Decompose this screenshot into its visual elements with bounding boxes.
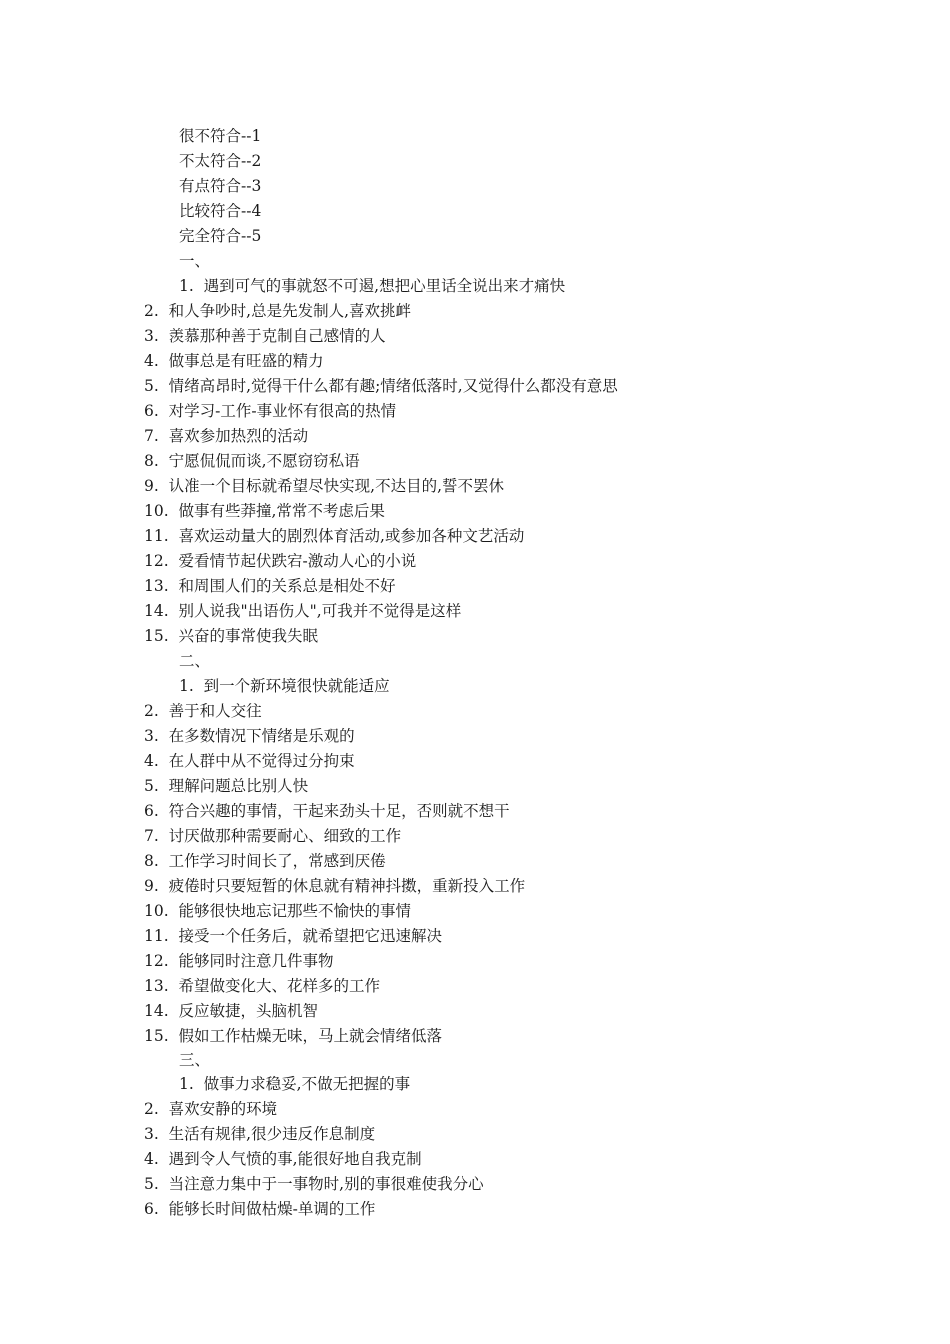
question-item: 15. 兴奋的事常使我失眠 <box>144 627 319 645</box>
question-item: 3. 羡慕那种善于克制自己感情的人 <box>144 327 386 345</box>
question-item: 10. 能够很快地忘记那些不愉快的事情 <box>144 902 412 920</box>
question-item: 5. 理解问题总比别人快 <box>144 777 309 795</box>
section-heading: 二、 <box>179 652 211 670</box>
question-item: 14. 别人说我"出语伤人",可我并不觉得是这样 <box>144 602 462 620</box>
question-item: 13. 希望做变化大、花样多的工作 <box>144 977 381 995</box>
question-item: 6. 对学习-工作-事业怀有很高的热情 <box>144 402 397 420</box>
section-heading: 三、 <box>179 1051 211 1069</box>
question-item: 6. 符合兴趣的事情，干起来劲头十足，否则就不想干 <box>144 802 510 820</box>
question-item: 7. 讨厌做那种需要耐心、细致的工作 <box>144 827 402 845</box>
question-item: 12. 爱看情节起伏跌宕-激动人心的小说 <box>144 552 417 570</box>
question-item: 13. 和周围人们的关系总是相处不好 <box>144 577 396 595</box>
question-item: 7. 喜欢参加热烈的活动 <box>144 427 309 445</box>
question-item: 10. 做事有些莽撞,常常不考虑后果 <box>144 502 385 520</box>
question-item: 3. 在多数情况下情绪是乐观的 <box>144 727 355 745</box>
question-item: 2. 和人争吵时,总是先发制人,喜欢挑衅 <box>144 302 411 320</box>
question-item: 15. 假如工作枯燥无味，马上就会情绪低落 <box>144 1027 443 1045</box>
question-item: 2. 善于和人交往 <box>144 702 262 720</box>
question-item: 5. 当注意力集中于一事物时,别的事很难使我分心 <box>144 1175 484 1193</box>
question-item: 5. 情绪高昂时,觉得干什么都有趣;情绪低落时,又觉得什么都没有意思 <box>144 377 618 395</box>
question-item: 1. 做事力求稳妥,不做无把握的事 <box>179 1075 411 1093</box>
section-heading: 一、 <box>179 252 211 270</box>
question-item: 1. 到一个新环境很快就能适应 <box>179 677 390 695</box>
scale-item: 完全符合--5 <box>179 227 262 245</box>
question-item: 4. 做事总是有旺盛的精力 <box>144 352 324 370</box>
scale-item: 有点符合--3 <box>179 177 262 195</box>
question-item: 8. 工作学习时间长了，常感到厌倦 <box>144 852 386 870</box>
question-item: 4. 在人群中从不觉得过分拘束 <box>144 752 355 770</box>
scale-item: 不太符合--2 <box>179 152 262 170</box>
question-item: 11. 喜欢运动量大的剧烈体育活动,或参加各种文艺活动 <box>144 527 525 545</box>
question-item: 11. 接受一个任务后，就希望把它迅速解决 <box>144 927 443 945</box>
question-item: 1. 遇到可气的事就怒不可遏,想把心里话全说出来才痛快 <box>179 277 566 295</box>
question-item: 9. 疲倦时只要短暂的休息就有精神抖擞，重新投入工作 <box>144 877 526 895</box>
scale-item: 很不符合--1 <box>179 127 262 145</box>
question-item: 9. 认准一个目标就希望尽快实现,不达目的,誓不罢休 <box>144 477 504 495</box>
question-item: 8. 宁愿侃侃而谈,不愿窃窃私语 <box>144 452 360 470</box>
question-item: 6. 能够长时间做枯燥-单调的工作 <box>144 1200 376 1218</box>
question-item: 12. 能够同时注意几件事物 <box>144 952 334 970</box>
scale-item: 比较符合--4 <box>179 202 262 220</box>
question-item: 2. 喜欢安静的环境 <box>144 1100 278 1118</box>
question-item: 4. 遇到令人气愤的事,能很好地自我克制 <box>144 1150 422 1168</box>
question-item: 3. 生活有规律,很少违反作息制度 <box>144 1125 376 1143</box>
question-item: 14. 反应敏捷，头脑机智 <box>144 1002 319 1020</box>
